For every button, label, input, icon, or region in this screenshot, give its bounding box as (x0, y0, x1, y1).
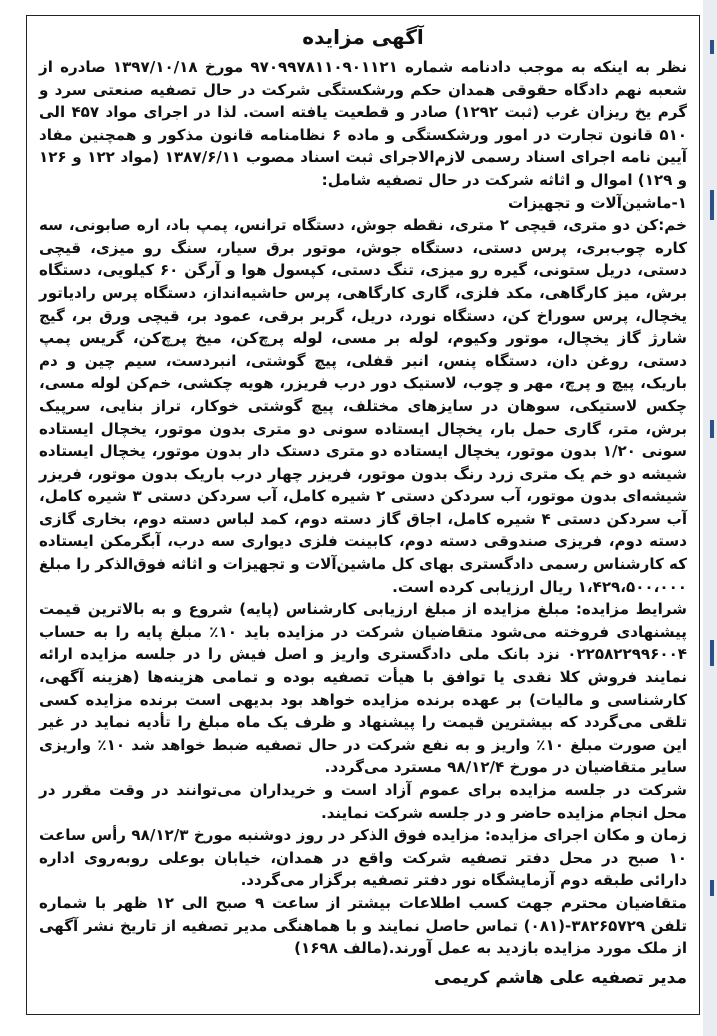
contact-info: متقاضیان محترم جهت کسب اطلاعات بیشتر از ساعت ۹ صبح الی ۱۲ ظهر با شماره تلفن ۳۸۲۶۵۷۲۹-(۰۸۱) تماس حاصل نمایند و با هماهنگی مدیر تصفیه از تاریخ نشر آگهی از ملک مورد مزایده بازدید به عمل آورند.(مالف ۱۶۹۸) (39, 893, 687, 958)
edge-mark (710, 640, 714, 666)
section-heading: ۱-ماشین‌آلات و تجهیزات (508, 193, 687, 212)
signature: مدیر تصفیه علی هاشم کریمی (433, 967, 687, 988)
edge-mark (710, 40, 714, 54)
equipment-list: خم:کن دو متری، قیچی ۲ متری، نقطه جوش، دستگاه ترانس، پمپ باد، اره صابونی، سه کاره چوب‌بری، پرس دستی، دستگاه جوش، موتور برق سیار، سنگ رو میزی، قیچی دستی، دریل ستونی، گیره رو میزی، تنگ دستی، کپسول هوا و آرگن ۶۰ کیلویی، دستگاه برش، میز کارگاهی، مکد فلزی، گاری کارگاهی، پرس حاشیه‌انداز، دستگاه پرس رادیاتور یخچال، پرس سوراخ کن، دستگاه نورد، دریل، گربر برقی، عمود بر، قیچی ورق بر، گیج شارژ گاز یخچال، موتور وکیوم، لوله بر مسی، لوله پرچ‌کن، میخ پرچ‌کن، گریس پمپ دستی، روغن دان، دستگاه پنس، انبر قفلی، پیچ گوشتی، انبردست، سیم چین و دم باریک، پیچ و پرچ، مهر و چوب، لاستیک دور درب فریزر، هویه چکشی، خم‌کن لوله مسی، چکس لاستیکی، سوهان در سایزهای مختلف، پیچ گوشتی خوکار، تراز بنایی، سرپیک برش، متر، گاری حمل بار، یخچال ایستاده سونی دو متری بدون موتور، یخچال ایستاده سونی ۱/۲۰ بدون موتور، یخچال ایستاده دو متری دستک دار بدون موتور، یخچال ایستاده شیشه دو خم یک متری زرد رنگ بدون موتور، فریزر چهار درب باریک بدون موتور، فریزر شیشه‌ای بدون موتور، آب سردکن دستی ۲ شیره کامل، آب سردکن دستی ۳ شیره کامل، آب سردکن دستی ۴ شیره کامل، اجاق گاز دسته دوم، کمد لباس دسته دوم، بخاری گازی دسته دوم، فریزی صندوقی دسته دوم، کابینت فلزی دیواری سه درب، آبگرمکن ایستاده که کارشناس رسمی دادگستری بهای کل ماشین‌آلات و تجهیزات و اثاثه فوق‌الذکر را مبلغ ۱،۴۲۹،۵۰۰،۰۰۰ ریال ارزیابی کرده است. (39, 216, 688, 596)
auction-notice (26, 15, 700, 1015)
auction-conditions: شرایط مزایده: مبلغ مزایده از مبلغ ارزیابی کارشناس (پایه) شروع و به بالاترین قیمت پیشنهادی فروخته می‌شود متقاضیان شرکت در مزایده باید ۱۰٪ مبلغ پایه را به حساب ۰۲۲۵۸۲۲۹۹۶۰۰۴ نزد بانک ملی دادگستری واریز و اصل فیش را در جلسه مزایده ارائه نمایند فروش کلا نقدی یا توافق با هیأت تصفیه بوده و تمامی هزینه‌ها (هزینه آگهی، کارشناسی و مالیات) بر عهده برنده مزایده خواهد بود بدیهی است برنده مزایده کسی تلقی می‌گردد که بیشترین قیمت را پیشنهاد و ظرف یک ماه مبلغ را تأدیه نماید در غیر این صورت مبلغ ۱۰٪ واریز و به نفع شرکت در حال تصفیه ضبط خواهد شد ۱۰٪ واریزی سایر متقاضیان در مورخ ۹۸/۱۲/۴ مسترد می‌گردد. (39, 600, 687, 777)
notice-title: آگهی مزایده (302, 25, 424, 49)
edge-mark (710, 880, 714, 896)
page-edge-strip (703, 0, 717, 1036)
attendance-note: شرکت در جلسه مزایده برای عموم آزاد است و خریداران می‌توانند در وقت مقرر در محل انجام مزایده حاضر و در جلسه شرکت نمایند. (39, 781, 687, 822)
edge-mark (710, 190, 714, 220)
notice-intro: نظر به اینکه به موجب دادنامه شماره ۹۷۰۹۹۷۸۱۱۰۹۰۱۱۲۱ مورخ ۱۳۹۷/۱۰/۱۸ صادره از شعبه نهم دادگاه حقوقی همدان حکم ورشکستگی شرکت در حال تصفیه صنعتی سرد و گرم یخ ریزان غرب (ثبت ۱۲۹۲) صادر و قطعیت یافته است. لذا در اجرای مواد ۴۵۷ الی ۵۱۰ قانون تجارت در امور ورشکستگی و ماده ۶ نظامنامه قانون مذکور و همچنین مفاد آیین نامه اجرای اسناد رسمی لازم‌الاجرای ثبت اسناد مصوب ۱۳۸۷/۶/۱۱ (مواد ۱۲۲ و ۱۲۶ و ۱۲۹) اموال و اثاثه شرکت در حال تصفیه شامل: (39, 58, 688, 189)
edge-mark (710, 420, 714, 438)
time-and-place: زمان و مکان اجرای مزایده: مزایده فوق الذکر در روز دوشنبه مورخ ۹۸/۱۲/۳ رأس ساعت ۱۰ صبح در محل دفتر تصفیه شرکت واقع در همدان، خیابان بوعلی روبه‌روی اداره دارائی طبقه دوم آزمایشگاه نور دفتر تصفیه برگزار می‌گردد. (39, 826, 687, 890)
